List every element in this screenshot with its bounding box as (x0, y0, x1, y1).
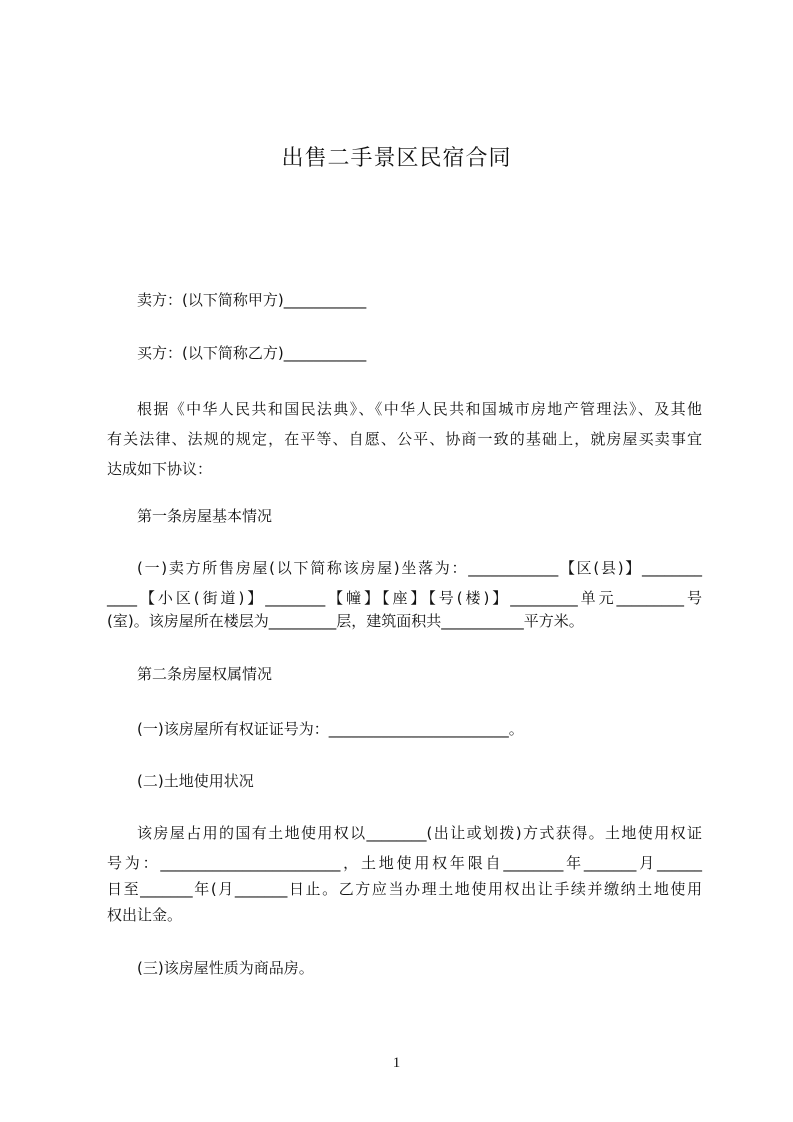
article2-heading: 第二条房屋权属情况 (137, 665, 273, 683)
preamble-line-2: 有关法律、法规的规定，在平等、自愿、公平、协商一致的基础上，就房屋买卖事宜 (107, 430, 702, 448)
article2-item2-line-3: 日至_______年(月_______日止。乙方应当办理土地使用权出让手续并缴纳土地使用 (107, 880, 702, 898)
preamble-line-3: 达成如下协议： (107, 460, 213, 478)
article1-item1-line-1: (一)卖方所售房屋(以下简称该房屋)坐落为：____________【区(县)】________ (137, 559, 702, 577)
article2-item2-line-2: 号为：________________________，土地使用权年限自________年_______月______ (107, 854, 702, 872)
article1-item1-line-3: (室)。该房屋所在楼层为_________层，建筑面积共___________平方米。 (107, 612, 584, 630)
page-number: 1 (392, 1055, 401, 1071)
article2-item3: (三)该房屋性质为商品房。 (137, 959, 314, 977)
article1-heading: 第一条房屋基本情况 (137, 507, 273, 525)
article2-item2-heading: (二)土地使用状况 (137, 772, 254, 790)
article1-item1-line-2: ____【小区(街道)】________【幢】【座】【号(楼)】_________单元_________号 (107, 589, 702, 607)
preamble-line-1: 根据《中华人民共和国民法典》、《中华人民共和国城市房地产管理法》、及其他 (137, 400, 702, 418)
article2-item1: (一)该房屋所有权证证号为：________________________。 (137, 720, 524, 738)
article2-item2-line-4: 权出让金。 (107, 906, 183, 924)
seller-line: 卖方：(以下简称甲方)___________ (137, 291, 367, 309)
document-title: 出售二手景区民宿合同 (281, 146, 512, 171)
article2-item2-line-1: 该房屋占用的国有土地使用权以________(出让或划拨)方式获得。土地使用权证 (137, 824, 702, 842)
buyer-line: 买方：(以下简称乙方)___________ (137, 344, 367, 362)
